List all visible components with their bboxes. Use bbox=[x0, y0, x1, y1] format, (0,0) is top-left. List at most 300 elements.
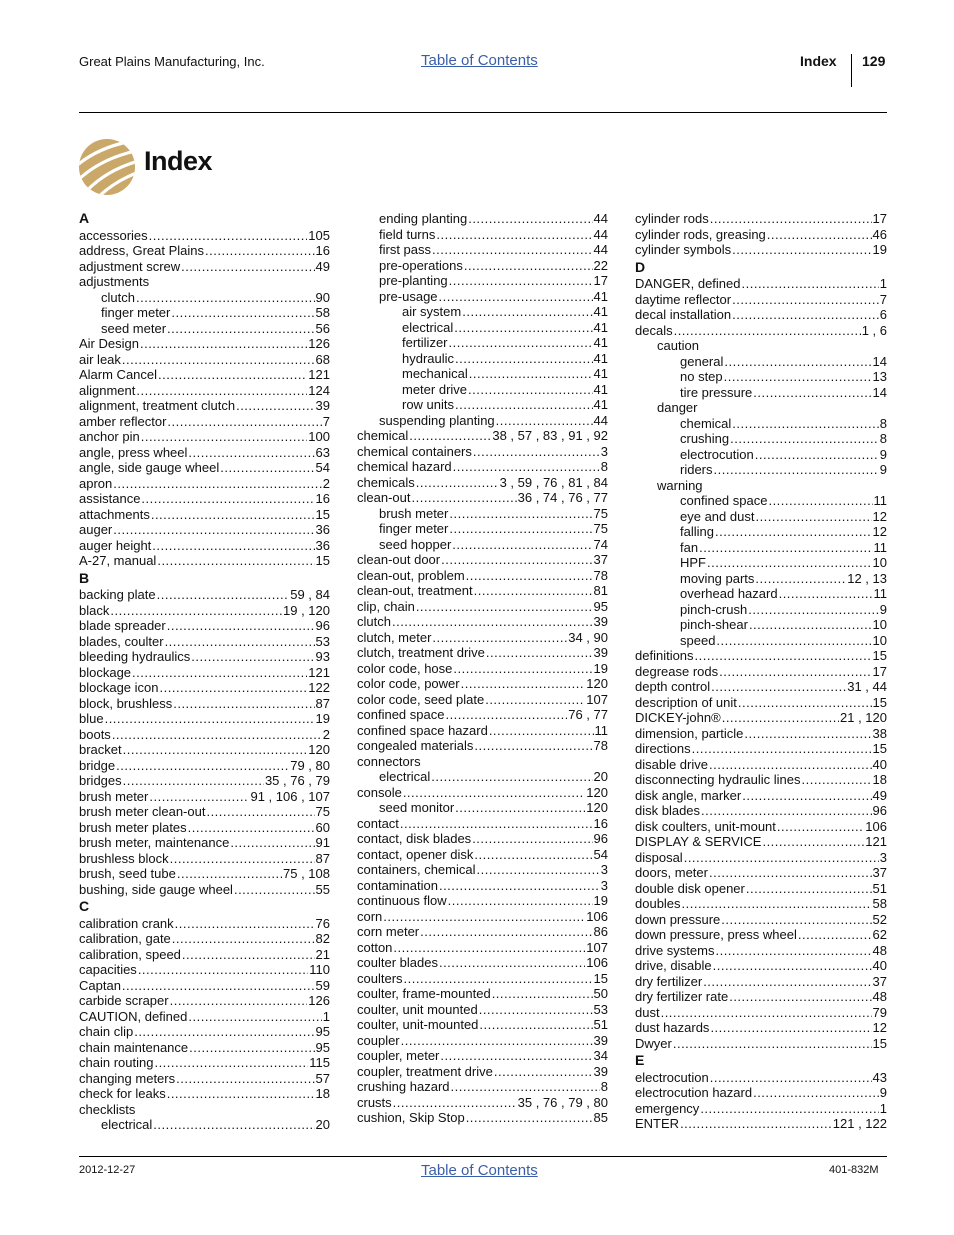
index-page-ref[interactable]: 75 bbox=[593, 505, 608, 521]
index-page-ref[interactable]: 41 bbox=[593, 366, 608, 381]
index-entry[interactable] bbox=[79, 274, 330, 290]
index-page-ref[interactable]: 10 bbox=[872, 555, 887, 570]
index-page-ref[interactable]: 49 bbox=[872, 787, 887, 803]
index-subentry[interactable] bbox=[357, 800, 608, 816]
index-page-ref[interactable]: 82 bbox=[315, 931, 330, 946]
index-page-ref[interactable]: 31 , 44 bbox=[847, 679, 887, 694]
index-subentry[interactable] bbox=[635, 385, 887, 401]
index-subentry[interactable] bbox=[635, 354, 887, 370]
index-entry[interactable] bbox=[357, 614, 608, 630]
index-page-ref[interactable]: 20 bbox=[593, 769, 608, 784]
index-page-ref[interactable]: 16 bbox=[593, 815, 608, 831]
index-page-ref[interactable]: 3 bbox=[600, 877, 608, 893]
index-page-ref[interactable]: 50 bbox=[593, 986, 608, 1001]
index-page-ref[interactable]: 15 bbox=[593, 970, 608, 986]
index-page-ref[interactable]: 7 bbox=[879, 291, 887, 307]
index-entry[interactable] bbox=[357, 831, 608, 847]
index-page-ref[interactable]: 9 bbox=[879, 601, 887, 617]
index-page-ref[interactable]: 37 bbox=[872, 865, 887, 880]
index-entry[interactable] bbox=[79, 445, 330, 461]
index-page-ref[interactable]: 86 bbox=[593, 924, 608, 939]
index-entry[interactable] bbox=[635, 881, 887, 897]
index-entry[interactable] bbox=[635, 726, 887, 742]
index-page-ref[interactable]: 59 bbox=[315, 977, 330, 993]
index-subentry[interactable] bbox=[79, 305, 330, 321]
index-entry[interactable] bbox=[635, 943, 887, 959]
index-page-ref[interactable]: 39 bbox=[593, 1032, 608, 1048]
index-entry[interactable] bbox=[635, 679, 887, 695]
index-subentry[interactable] bbox=[635, 633, 887, 649]
index-page-ref[interactable]: 17 bbox=[872, 663, 887, 679]
index-entry[interactable] bbox=[79, 383, 330, 399]
index-entry[interactable] bbox=[357, 723, 608, 739]
index-entry[interactable] bbox=[79, 587, 330, 603]
index-subentry[interactable] bbox=[357, 397, 608, 413]
index-page-ref[interactable]: 37 bbox=[872, 973, 887, 989]
index-page-ref[interactable]: 95 bbox=[593, 598, 608, 614]
index-entry[interactable] bbox=[357, 909, 608, 925]
index-page-ref[interactable]: 76 , 77 bbox=[568, 707, 608, 722]
index-subentry[interactable] bbox=[635, 571, 887, 587]
index-page-ref[interactable]: 15 bbox=[872, 694, 887, 710]
index-subentry[interactable] bbox=[635, 602, 887, 618]
index-entry[interactable] bbox=[79, 634, 330, 650]
index-page-ref[interactable]: 95 bbox=[315, 1039, 330, 1055]
index-page-ref[interactable]: 14 bbox=[872, 384, 887, 400]
index-page-ref[interactable]: 2 bbox=[322, 475, 330, 491]
index-page-ref[interactable]: 18 bbox=[315, 1086, 330, 1101]
index-page-ref[interactable]: 51 bbox=[593, 1017, 608, 1032]
index-page-ref[interactable]: 6 bbox=[879, 307, 887, 322]
index-page-ref[interactable]: 39 bbox=[593, 645, 608, 660]
index-entry[interactable] bbox=[79, 538, 330, 554]
index-entry[interactable] bbox=[357, 661, 608, 677]
index-page-ref[interactable]: 19 , 120 bbox=[283, 602, 330, 618]
index-entry[interactable] bbox=[357, 1002, 608, 1018]
index-subentry[interactable] bbox=[635, 462, 887, 478]
index-entry[interactable] bbox=[357, 893, 608, 909]
index-page-ref[interactable]: 17 bbox=[593, 273, 608, 288]
index-entry[interactable] bbox=[79, 742, 330, 758]
index-page-ref[interactable]: 15 bbox=[872, 648, 887, 663]
index-entry[interactable] bbox=[79, 851, 330, 867]
index-page-ref[interactable]: 36 bbox=[315, 522, 330, 537]
index-page-ref[interactable]: 35 , 76 , 79 bbox=[264, 773, 330, 788]
index-entry[interactable] bbox=[357, 1033, 608, 1049]
index-page-ref[interactable]: 41 bbox=[593, 288, 608, 304]
index-page-ref[interactable]: 44 bbox=[593, 211, 608, 226]
index-page-ref[interactable]: 44 bbox=[593, 412, 608, 428]
index-entry[interactable] bbox=[357, 924, 608, 940]
index-entry[interactable] bbox=[79, 352, 330, 368]
index-entry[interactable] bbox=[635, 927, 887, 943]
index-page-ref[interactable]: 15 bbox=[315, 553, 330, 568]
index-subentry[interactable] bbox=[357, 413, 608, 429]
index-entry[interactable] bbox=[357, 1017, 608, 1033]
index-subentry[interactable] bbox=[635, 586, 887, 602]
index-page-ref[interactable]: 44 bbox=[593, 242, 608, 257]
index-entry[interactable] bbox=[79, 758, 330, 774]
index-page-ref[interactable]: 54 bbox=[315, 460, 330, 475]
index-page-ref[interactable]: 121 bbox=[308, 664, 330, 680]
index-page-ref[interactable]: 48 bbox=[872, 942, 887, 958]
index-subentry[interactable] bbox=[635, 338, 887, 354]
index-subentry[interactable] bbox=[357, 382, 608, 398]
index-entry[interactable] bbox=[635, 772, 887, 788]
index-page-ref[interactable]: 59 , 84 bbox=[290, 587, 330, 602]
index-entry[interactable] bbox=[635, 242, 887, 258]
index-page-ref[interactable]: 60 bbox=[315, 819, 330, 835]
index-entry[interactable] bbox=[79, 882, 330, 898]
index-entry[interactable] bbox=[635, 819, 887, 835]
index-page-ref[interactable]: 41 bbox=[593, 397, 608, 412]
index-page-ref[interactable]: 22 bbox=[593, 257, 608, 273]
index-entry[interactable] bbox=[635, 211, 887, 227]
index-subentry[interactable] bbox=[357, 335, 608, 351]
index-page-ref[interactable]: 19 bbox=[593, 893, 608, 908]
index-page-ref[interactable]: 17 bbox=[872, 211, 887, 226]
index-page-ref[interactable]: 74 bbox=[593, 536, 608, 552]
index-page-ref[interactable]: 56 bbox=[315, 320, 330, 336]
index-entry[interactable] bbox=[79, 916, 330, 932]
index-entry[interactable] bbox=[79, 228, 330, 244]
index-page-ref[interactable]: 58 bbox=[872, 896, 887, 911]
index-entry[interactable] bbox=[79, 993, 330, 1009]
index-subentry[interactable] bbox=[357, 289, 608, 305]
index-subentry[interactable] bbox=[635, 524, 887, 540]
index-entry[interactable] bbox=[79, 1009, 330, 1025]
index-entry[interactable] bbox=[79, 773, 330, 789]
index-entry[interactable] bbox=[79, 835, 330, 851]
index-page-ref[interactable]: 14 bbox=[872, 353, 887, 369]
index-entry[interactable] bbox=[635, 1020, 887, 1036]
index-page-ref[interactable]: 122 bbox=[308, 680, 330, 695]
index-entry[interactable] bbox=[357, 428, 608, 444]
index-page-ref[interactable]: 37 bbox=[593, 552, 608, 567]
index-entry[interactable] bbox=[79, 804, 330, 820]
index-subentry[interactable] bbox=[357, 506, 608, 522]
index-entry[interactable] bbox=[635, 1036, 887, 1052]
index-entry[interactable] bbox=[357, 986, 608, 1002]
index-page-ref[interactable]: 91 , 106 , 107 bbox=[250, 788, 330, 804]
index-entry[interactable] bbox=[79, 460, 330, 476]
index-entry[interactable] bbox=[79, 931, 330, 947]
index-subentry[interactable] bbox=[635, 540, 887, 556]
index-page-ref[interactable]: 126 bbox=[308, 336, 330, 351]
index-subentry[interactable] bbox=[635, 478, 887, 494]
index-entry[interactable] bbox=[79, 336, 330, 352]
index-page-ref[interactable]: 44 bbox=[593, 226, 608, 242]
index-page-ref[interactable]: 115 bbox=[309, 1055, 330, 1070]
index-page-ref[interactable]: 100 bbox=[308, 429, 330, 444]
index-page-ref[interactable]: 3 bbox=[600, 862, 608, 877]
index-entry[interactable] bbox=[357, 1048, 608, 1064]
index-page-ref[interactable]: 58 bbox=[315, 305, 330, 320]
index-page-ref[interactable]: 121 bbox=[308, 367, 330, 382]
index-page-ref[interactable]: 91 bbox=[315, 835, 330, 850]
index-entry[interactable] bbox=[357, 707, 608, 723]
index-entry[interactable] bbox=[635, 307, 887, 323]
index-entry[interactable] bbox=[357, 1095, 608, 1111]
index-entry[interactable] bbox=[79, 680, 330, 696]
index-entry[interactable] bbox=[357, 444, 608, 460]
footer-toc-link[interactable]: Table of Contents bbox=[421, 1162, 538, 1179]
header-toc-link[interactable]: Table of Contents bbox=[421, 52, 538, 69]
index-entry[interactable] bbox=[635, 989, 887, 1005]
index-page-ref[interactable]: 75 , 108 bbox=[283, 866, 330, 881]
index-entry[interactable] bbox=[79, 1040, 330, 1056]
index-page-ref[interactable]: 11 bbox=[873, 493, 887, 508]
index-entry[interactable] bbox=[635, 1085, 887, 1101]
index-entry[interactable] bbox=[79, 618, 330, 634]
index-entry[interactable] bbox=[79, 866, 330, 882]
index-page-ref[interactable]: 36 bbox=[315, 537, 330, 553]
index-page-ref[interactable]: 87 bbox=[315, 695, 330, 711]
index-page-ref[interactable]: 15 bbox=[872, 741, 887, 756]
index-page-ref[interactable]: 95 bbox=[315, 1024, 330, 1039]
index-subentry[interactable] bbox=[357, 304, 608, 320]
index-entry[interactable] bbox=[635, 850, 887, 866]
index-page-ref[interactable]: 57 bbox=[315, 1070, 330, 1086]
index-page-ref[interactable]: 10 bbox=[872, 617, 887, 632]
index-page-ref[interactable]: 106 bbox=[586, 955, 608, 970]
index-entry[interactable] bbox=[357, 692, 608, 708]
index-page-ref[interactable]: 18 bbox=[872, 772, 887, 787]
index-subentry[interactable] bbox=[357, 769, 608, 785]
index-page-ref[interactable]: 12 bbox=[872, 1020, 887, 1035]
index-page-ref[interactable]: 41 bbox=[593, 319, 608, 335]
index-page-ref[interactable]: 21 bbox=[315, 946, 330, 962]
index-entry[interactable] bbox=[79, 978, 330, 994]
index-entry[interactable] bbox=[79, 649, 330, 665]
index-entry[interactable] bbox=[635, 1116, 887, 1132]
index-entry[interactable] bbox=[635, 757, 887, 773]
index-page-ref[interactable]: 121 bbox=[865, 834, 887, 849]
index-entry[interactable] bbox=[357, 816, 608, 832]
index-entry[interactable] bbox=[635, 1005, 887, 1021]
index-entry[interactable] bbox=[357, 955, 608, 971]
index-page-ref[interactable]: 34 bbox=[593, 1048, 608, 1063]
index-page-ref[interactable]: 126 bbox=[308, 993, 330, 1008]
index-page-ref[interactable]: 90 bbox=[315, 289, 330, 305]
index-page-ref[interactable]: 106 bbox=[865, 818, 887, 834]
index-entry[interactable] bbox=[635, 292, 887, 308]
index-page-ref[interactable]: 20 bbox=[315, 1117, 330, 1132]
index-entry[interactable] bbox=[79, 414, 330, 430]
index-entry[interactable] bbox=[357, 847, 608, 863]
index-subentry[interactable] bbox=[635, 493, 887, 509]
index-page-ref[interactable]: 52 bbox=[872, 911, 887, 927]
index-page-ref[interactable]: 75 bbox=[315, 804, 330, 819]
index-entry[interactable] bbox=[635, 1070, 887, 1086]
index-subentry[interactable] bbox=[635, 617, 887, 633]
index-page-ref[interactable]: 19 bbox=[315, 711, 330, 726]
index-page-ref[interactable]: 55 bbox=[315, 881, 330, 897]
index-page-ref[interactable]: 46 bbox=[872, 226, 887, 242]
index-entry[interactable] bbox=[357, 568, 608, 584]
index-page-ref[interactable]: 41 bbox=[593, 304, 608, 319]
index-subentry[interactable] bbox=[357, 273, 608, 289]
index-page-ref[interactable]: 96 bbox=[315, 618, 330, 633]
index-page-ref[interactable]: 19 bbox=[593, 660, 608, 676]
index-entry[interactable] bbox=[635, 664, 887, 680]
index-page-ref[interactable]: 53 bbox=[593, 1001, 608, 1017]
index-entry[interactable] bbox=[635, 912, 887, 928]
index-entry[interactable] bbox=[635, 276, 887, 292]
index-page-ref[interactable]: 16 bbox=[315, 243, 330, 258]
index-entry[interactable] bbox=[357, 676, 608, 692]
index-page-ref[interactable]: 3 bbox=[879, 849, 887, 865]
index-page-ref[interactable]: 85 bbox=[593, 1110, 608, 1125]
index-entry[interactable] bbox=[357, 862, 608, 878]
index-subentry[interactable] bbox=[79, 321, 330, 337]
index-subentry[interactable] bbox=[79, 290, 330, 306]
index-subentry[interactable] bbox=[357, 320, 608, 336]
index-entry[interactable] bbox=[635, 974, 887, 990]
index-entry[interactable] bbox=[635, 695, 887, 711]
index-entry[interactable] bbox=[79, 711, 330, 727]
index-page-ref[interactable]: 10 bbox=[872, 632, 887, 648]
index-page-ref[interactable]: 1 bbox=[879, 1100, 887, 1116]
index-subentry[interactable] bbox=[357, 227, 608, 243]
index-entry[interactable] bbox=[79, 1102, 330, 1118]
index-page-ref[interactable]: 1 bbox=[879, 276, 887, 291]
index-entry[interactable] bbox=[357, 490, 608, 506]
index-subentry[interactable] bbox=[635, 369, 887, 385]
index-page-ref[interactable]: 1 bbox=[322, 1008, 330, 1024]
index-page-ref[interactable]: 79 bbox=[872, 1004, 887, 1020]
index-page-ref[interactable]: 87 bbox=[315, 850, 330, 866]
index-entry[interactable] bbox=[79, 696, 330, 712]
index-entry[interactable] bbox=[357, 630, 608, 646]
index-entry[interactable] bbox=[79, 259, 330, 275]
index-page-ref[interactable]: 39 bbox=[593, 1063, 608, 1079]
index-entry[interactable] bbox=[79, 429, 330, 445]
index-subentry[interactable] bbox=[635, 509, 887, 525]
index-page-ref[interactable]: 120 bbox=[586, 676, 608, 691]
index-page-ref[interactable]: 76 bbox=[315, 915, 330, 931]
index-page-ref[interactable]: 78 bbox=[593, 738, 608, 753]
index-entry[interactable] bbox=[79, 1086, 330, 1102]
index-subentry[interactable] bbox=[635, 416, 887, 432]
index-page-ref[interactable]: 48 bbox=[872, 989, 887, 1004]
index-entry[interactable] bbox=[79, 603, 330, 619]
index-entry[interactable] bbox=[635, 896, 887, 912]
index-page-ref[interactable]: 8 bbox=[600, 1079, 608, 1094]
index-page-ref[interactable]: 120 bbox=[586, 784, 608, 800]
index-page-ref[interactable]: 96 bbox=[593, 831, 608, 846]
index-page-ref[interactable]: 39 bbox=[315, 398, 330, 413]
index-page-ref[interactable]: 62 bbox=[872, 927, 887, 942]
index-page-ref[interactable]: 38 bbox=[872, 725, 887, 741]
index-subentry[interactable] bbox=[357, 258, 608, 274]
index-page-ref[interactable]: 124 bbox=[308, 382, 330, 398]
index-page-ref[interactable]: 121 , 122 bbox=[832, 1116, 887, 1131]
index-page-ref[interactable]: 2 bbox=[322, 726, 330, 742]
index-entry[interactable] bbox=[79, 476, 330, 492]
index-entry[interactable] bbox=[79, 507, 330, 523]
index-page-ref[interactable]: 81 bbox=[593, 583, 608, 598]
index-entry[interactable] bbox=[357, 599, 608, 615]
index-subentry[interactable] bbox=[357, 537, 608, 553]
index-page-ref[interactable]: 21 , 120 bbox=[840, 710, 887, 725]
index-entry[interactable] bbox=[79, 367, 330, 383]
index-page-ref[interactable]: 40 bbox=[872, 756, 887, 772]
index-page-ref[interactable]: 107 bbox=[586, 939, 608, 955]
index-entry[interactable] bbox=[79, 947, 330, 963]
index-entry[interactable] bbox=[357, 459, 608, 475]
index-page-ref[interactable]: 8 bbox=[879, 415, 887, 431]
index-page-ref[interactable]: 1 , 6 bbox=[861, 322, 887, 338]
index-entry[interactable] bbox=[635, 741, 887, 757]
index-entry[interactable] bbox=[635, 834, 887, 850]
index-entry[interactable] bbox=[79, 665, 330, 681]
index-subentry[interactable] bbox=[635, 400, 887, 416]
index-page-ref[interactable]: 41 bbox=[593, 350, 608, 366]
index-page-ref[interactable]: 39 bbox=[593, 614, 608, 629]
index-subentry[interactable] bbox=[357, 211, 608, 227]
index-page-ref[interactable]: 11 bbox=[594, 722, 608, 738]
index-entry[interactable] bbox=[357, 785, 608, 801]
index-entry[interactable] bbox=[357, 971, 608, 987]
index-entry[interactable] bbox=[79, 398, 330, 414]
index-page-ref[interactable]: 105 bbox=[308, 227, 330, 243]
index-page-ref[interactable]: 12 bbox=[872, 508, 887, 524]
index-subentry[interactable] bbox=[635, 555, 887, 571]
index-entry[interactable] bbox=[357, 475, 608, 491]
index-entry[interactable] bbox=[635, 958, 887, 974]
index-entry[interactable] bbox=[79, 727, 330, 743]
index-page-ref[interactable]: 15 bbox=[872, 1035, 887, 1051]
index-entry[interactable] bbox=[357, 583, 608, 599]
index-page-ref[interactable]: 54 bbox=[593, 846, 608, 862]
index-page-ref[interactable]: 41 bbox=[593, 335, 608, 350]
index-page-ref[interactable]: 41 bbox=[593, 381, 608, 397]
index-entry[interactable] bbox=[79, 1055, 330, 1071]
index-entry[interactable] bbox=[357, 878, 608, 894]
index-entry[interactable] bbox=[635, 710, 887, 726]
index-entry[interactable] bbox=[79, 553, 330, 569]
index-page-ref[interactable]: 9 bbox=[879, 446, 887, 462]
index-entry[interactable] bbox=[357, 552, 608, 568]
index-entry[interactable] bbox=[79, 1024, 330, 1040]
index-page-ref[interactable]: 107 bbox=[586, 691, 608, 707]
index-subentry[interactable] bbox=[635, 447, 887, 463]
index-entry[interactable] bbox=[79, 1071, 330, 1087]
index-entry[interactable] bbox=[79, 522, 330, 538]
index-entry[interactable] bbox=[79, 491, 330, 507]
index-entry[interactable] bbox=[79, 962, 330, 978]
index-entry[interactable] bbox=[635, 803, 887, 819]
index-entry[interactable] bbox=[357, 1064, 608, 1080]
index-entry[interactable] bbox=[357, 645, 608, 661]
index-page-ref[interactable]: 38 , 57 , 83 , 91 , 92 bbox=[492, 428, 608, 443]
index-page-ref[interactable]: 93 bbox=[315, 649, 330, 664]
index-entry[interactable] bbox=[357, 754, 608, 770]
index-page-ref[interactable]: 15 bbox=[315, 506, 330, 522]
index-entry[interactable] bbox=[79, 243, 330, 259]
index-page-ref[interactable]: 68 bbox=[315, 351, 330, 367]
index-page-ref[interactable]: 3 , 59 , 76 , 81 , 84 bbox=[499, 474, 608, 490]
index-page-ref[interactable]: 43 bbox=[872, 1069, 887, 1085]
index-entry[interactable] bbox=[635, 788, 887, 804]
index-page-ref[interactable]: 51 bbox=[872, 880, 887, 896]
index-page-ref[interactable]: 8 bbox=[600, 459, 608, 474]
index-page-ref[interactable]: 53 bbox=[315, 633, 330, 649]
index-entry[interactable] bbox=[357, 738, 608, 754]
index-subentry[interactable] bbox=[79, 1117, 330, 1133]
index-page-ref[interactable]: 96 bbox=[872, 803, 887, 818]
